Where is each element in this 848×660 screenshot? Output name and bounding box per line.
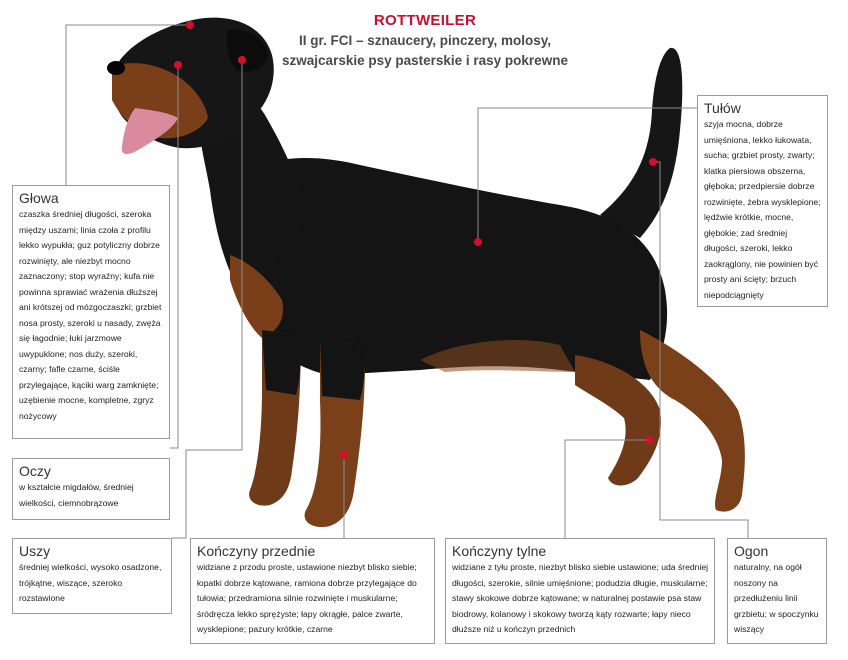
- header: [270, 12, 580, 69]
- ogon-box: [727, 538, 827, 644]
- tulow-box: [697, 95, 828, 307]
- page-subtitle-line1: II gr. FCI – sznaucery, pinczery, molosy,: [298, 33, 552, 48]
- tulow-text: szyja mocna, dobrze umięśniona, lekko łukowata, sucha; grzbiet prosty, zwarty; klatka piersiowa obszerna, głęboka; przedpiersie dobrze rozwinięte, żebra wysklepione; lędźwie krótkie, mocne, głębokie; zad średniej długości, szeroki, lekko zaokrąglony, nie powinien być prosty ani ścięty; brzuch niepodciągnięty: [704, 119, 821, 300]
- ogon-text: naturalny, na ogół noszony na przedłużeniu linii grzbietu; w spoczynku wiszący: [734, 562, 819, 634]
- ogon-title: Ogon: [734, 543, 769, 559]
- konczyny-tylne-title: Kończyny tylne: [452, 543, 547, 559]
- glowa-title: Głowa: [19, 190, 59, 206]
- page-subtitle-line2: szwajcarskie psy pasterskie i rasy pokrewne: [282, 53, 568, 68]
- konczyny-tylne-box: [445, 538, 715, 644]
- glowa-text: czaszka średniej długości, szeroka między uszami; linia czoła z profilu lekko wypukła; guz potyliczny dobrze rozwinięty, ale niezbyt mocno zaznaczony; stop wyraźny; kufa nie powinna sprawiać wrażenia dłuższej ani krótszej od mózgoczaszki; grzbiet nosa prosty, szeroki u nasady, zwęża się łagodnie; łuki jarzmowe uwypuklone; nos duży, szeroki, czarny; fafle czarne, ściśle przylegające, kąciki warg zamknięte; uzębienie mocne, kompletne, zgryz nożycowy: [19, 209, 162, 421]
- dog-tail: [600, 48, 682, 238]
- konczyny-przednie-box: [190, 538, 435, 644]
- konczyny-przednie-text: widziane z przodu proste, ustawione niezbyt blisko siebie; łopatki dobrze kątowane, ramiona dobrze przylegające do tułowia; przedramiona silnie rozwinięte i muskularne; śródręcza lekko sprężyste; łapy okrągłe, palce zwarte, wysklepione; pazury krótkie, czarne: [197, 562, 417, 634]
- page-title: ROTTWEILER: [373, 12, 477, 29]
- uszy-box: [12, 538, 172, 614]
- tulow-title: Tułów: [704, 100, 741, 116]
- glowa-box: [12, 185, 170, 439]
- uszy-text: średniej wielkości, wysoko osadzone, trójkątne, wiszące, szeroko rozstawione: [19, 562, 162, 603]
- oczy-title: Oczy: [19, 463, 51, 479]
- oczy-box: [12, 458, 170, 520]
- konczyny-przednie-title: Kończyny przednie: [197, 543, 316, 559]
- konczyny-tylne-text: widziane z tyłu proste, niezbyt blisko siebie ustawione; uda średniej długości, szerokie, silnie umięśnione; podudzia długie, muskularne; stawy skokowe dobrze kątowane; w naturalnej postawie psa staw biodrowy, kolanowy i skokowy tworzą kąty rozwarte; łapy nieco dłuższe niż u kończyn przednich: [452, 562, 709, 634]
- dog-nose: [107, 61, 125, 75]
- oczy-text: w kształcie migdałów, średniej wielkości, ciemnobrązowe: [19, 482, 134, 508]
- uszy-title: Uszy: [19, 543, 51, 559]
